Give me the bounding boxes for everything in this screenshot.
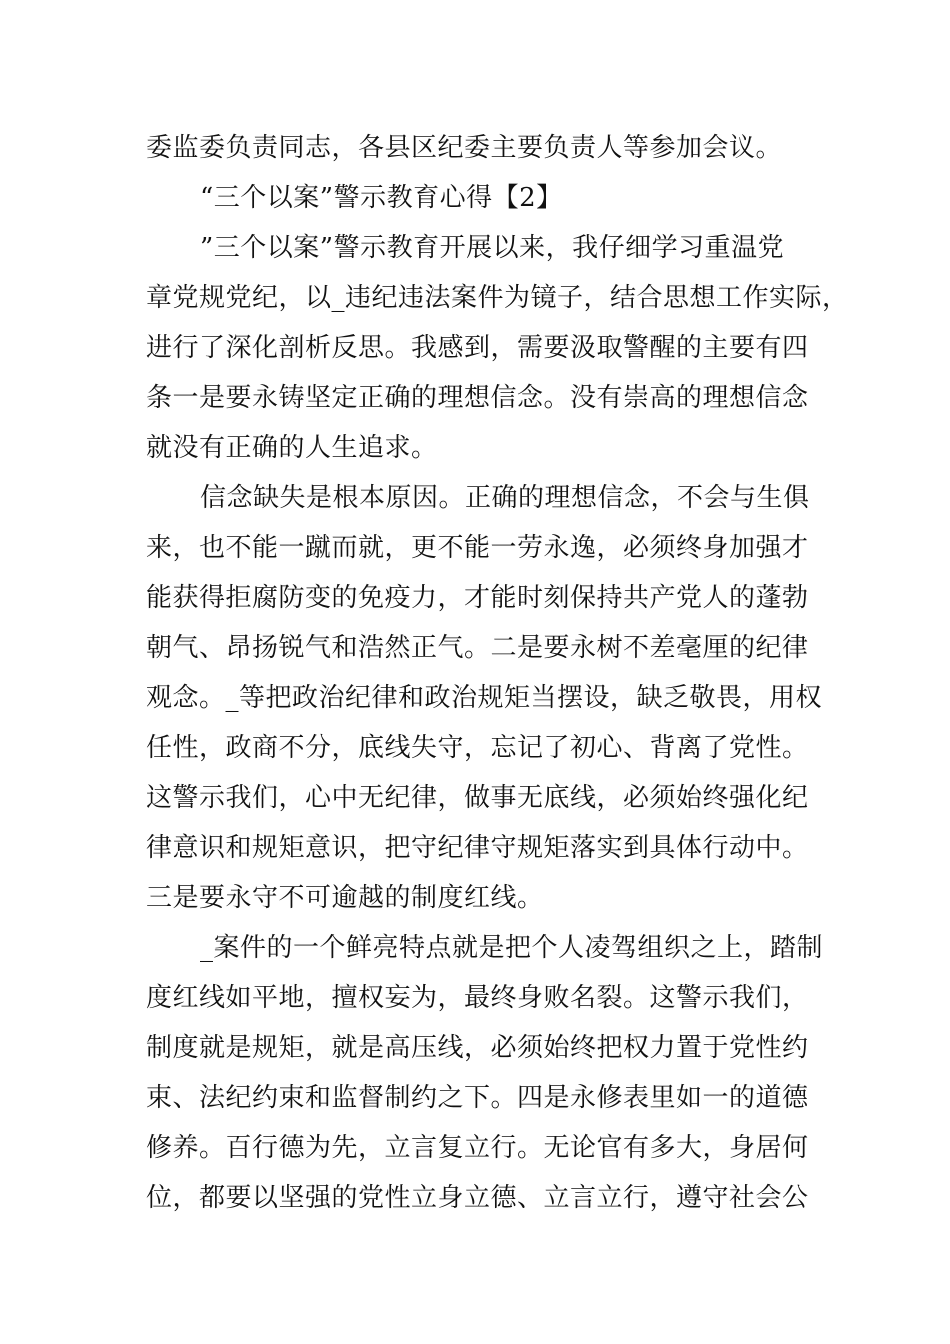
text-line: 任性，政商不分，底线失守，忘记了初心、背离了党性。 — [146, 733, 809, 763]
text-line: 就没有正确的人生追求。 — [146, 433, 438, 463]
text-line: ”三个以案”警示教育开展以来，我仔细学习重温党 — [200, 233, 785, 263]
text-line: _案件的一个鲜亮特点就是把个人凌驾组织之上，踏制 — [200, 933, 824, 963]
section-heading: “三个以案”警示教育心得【2】 — [200, 183, 563, 213]
text-line: 来，也不能一蹴而就，更不能一劳永逸，必须终身加强才 — [146, 533, 809, 563]
text-line: 章党规党纪，以_违纪违法案件为镜子，结合思想工作实际， — [146, 283, 849, 313]
text-line: 观念。_等把政治纪律和政治规矩当摆设，缺乏敬畏，用权 — [146, 683, 823, 713]
text-line: 制度就是规矩，就是高压线，必须始终把权力置于党性约 — [146, 1033, 809, 1063]
text-line: 位，都要以坚强的党性立身立德、立言立行，遵守社会公 — [146, 1183, 809, 1213]
text-line: 委监委负责同志，各县区纪委主要负责人等参加会议。 — [146, 133, 783, 163]
text-line: 束、法纪约束和监督制约之下。四是永修表里如一的道德 — [146, 1083, 809, 1113]
text-line: 信念缺失是根本原因。正确的理想信念，不会与生俱 — [200, 483, 810, 513]
text-line: 朝气、昂扬锐气和浩然正气。二是要永树不差毫厘的纪律 — [146, 633, 809, 663]
text-line: 度红线如平地，擅权妄为，最终身败名裂。这警示我们， — [146, 983, 809, 1013]
text-line: 条一是要永铸坚定正确的理想信念。没有崇高的理想信念 — [146, 383, 809, 413]
text-line: 律意识和规矩意识，把守纪律守规矩落实到具体行动中。 — [146, 833, 809, 863]
text-line: 三是要永守不可逾越的制度红线。 — [146, 883, 544, 913]
text-line: 进行了深化剖析反思。我感到，需要汲取警醒的主要有四 — [146, 333, 809, 363]
text-line: 能获得拒腐防变的免疫力，才能时刻保持共产党人的蓬勃 — [146, 583, 809, 613]
text-line: 修养。百行德为先，立言复立行。无论官有多大，身居何 — [146, 1133, 809, 1163]
text-line: 这警示我们，心中无纪律，做事无底线，必须始终强化纪 — [146, 783, 809, 813]
